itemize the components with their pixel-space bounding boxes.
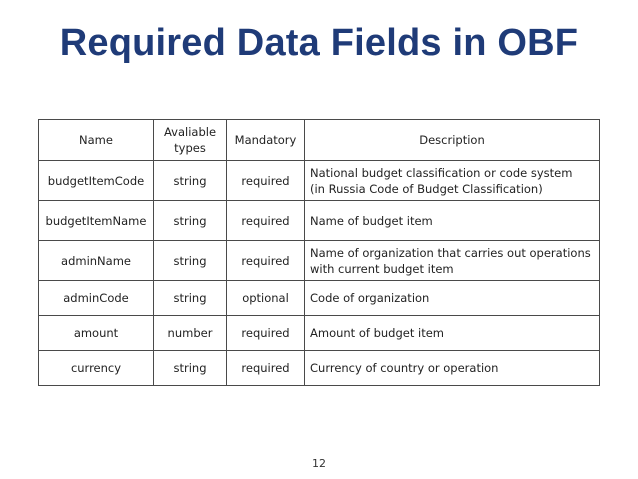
cell-mandatory: required bbox=[227, 316, 305, 351]
cell-description: Name of organization that carries out operations with current budget item bbox=[305, 241, 600, 281]
cell-description: Amount of budget item bbox=[305, 316, 600, 351]
table-header-row bbox=[39, 120, 600, 161]
page-number: 12 bbox=[312, 457, 326, 470]
cell-mandatory: required bbox=[227, 161, 305, 201]
cell-type: string bbox=[154, 161, 227, 201]
fields-table bbox=[38, 119, 600, 386]
cell-mandatory: optional bbox=[227, 281, 305, 316]
header-name: Name bbox=[39, 120, 154, 161]
cell-name: budgetItemName bbox=[39, 201, 154, 241]
cell-name: currency bbox=[39, 351, 154, 386]
header-mandatory: Mandatory bbox=[227, 120, 305, 161]
cell-name: amount bbox=[39, 316, 154, 351]
table-row bbox=[39, 241, 600, 281]
table-row bbox=[39, 351, 600, 386]
table-row bbox=[39, 316, 600, 351]
cell-description: Name of budget item bbox=[305, 201, 600, 241]
cell-mandatory: required bbox=[227, 351, 305, 386]
cell-name: budgetItemCode bbox=[39, 161, 154, 201]
cell-mandatory: required bbox=[227, 201, 305, 241]
cell-type: number bbox=[154, 316, 227, 351]
cell-type: string bbox=[154, 241, 227, 281]
table-row bbox=[39, 161, 600, 201]
cell-description: National budget classification or code system (in Russia Code of Budget Classification) bbox=[305, 161, 600, 201]
header-description: Description bbox=[305, 120, 600, 161]
cell-description: Code of organization bbox=[305, 281, 600, 316]
cell-name: adminCode bbox=[39, 281, 154, 316]
slide-title: Required Data Fields in OBF bbox=[59, 22, 579, 64]
cell-type: string bbox=[154, 351, 227, 386]
cell-type: string bbox=[154, 281, 227, 316]
cell-type: string bbox=[154, 201, 227, 241]
cell-mandatory: required bbox=[227, 241, 305, 281]
header-available-types: Avaliable types bbox=[154, 120, 227, 161]
table-row bbox=[39, 201, 600, 241]
cell-description: Currency of country or operation bbox=[305, 351, 600, 386]
table-row bbox=[39, 281, 600, 316]
cell-name: adminName bbox=[39, 241, 154, 281]
